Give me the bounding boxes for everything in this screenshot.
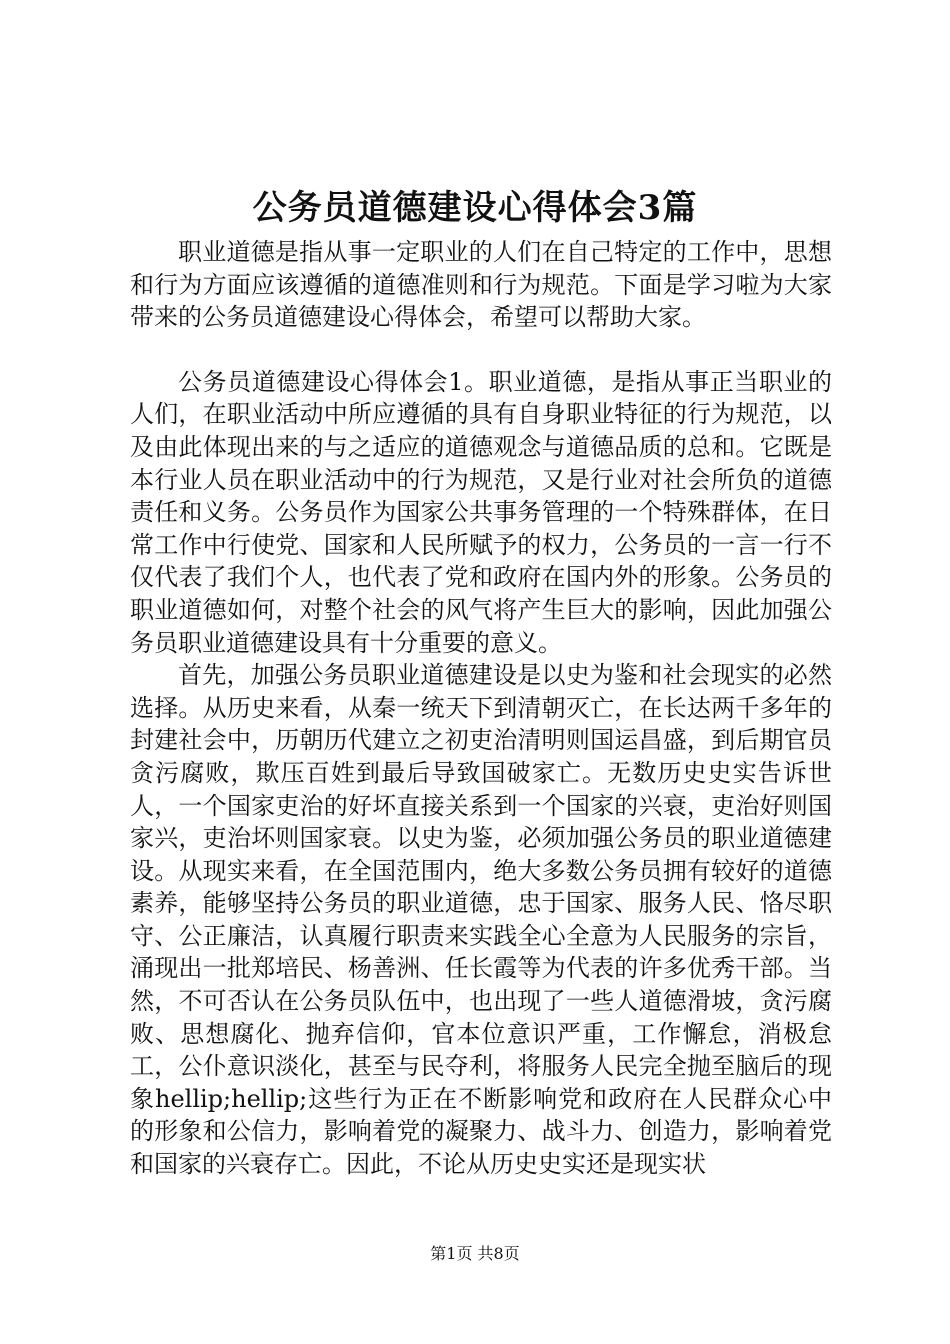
body-paragraph-2: 首先，加强公务员职业道德建设是以史为鉴和社会现实的必然选择。从历史来看，从秦一统天下到清朝灭亡，在长达两千多年的封建社会中，历朝历代建立之初吏治清明则国运昌盛，到后期官员贪污腐败，欺压百姓到最后导致国破家亡。无数历史史实告诉世人，一个国家吏治的好坏直接关系到一个国家的兴衰，吏治好则国家兴，吏治坏则国家衰。以史为鉴，必须加强公务员的职业道德建设。从现实来看，在全国范围内，绝大多数公务员拥有较好的道德素养，能够坚持公务员的职业道德，忠于国家、服务人民、恪尽职守、公正廉洁，认真履行职责来实践全心全意为人民服务的宗旨，涌现出一批郑培民、杨善洲、任长霞等为代表的许多优秀干部。当然，不可否认在公务员队伍中，也出现了一些人道德滑坡，贪污腐败、思想腐化、抛弃信仰，官本位意识严重，工作懈怠，消极怠工，公仆意识淡化，甚至与民夺利，将服务人民完全抛至脑后的现象hellip;hellip;这些行为正在不断影响党和政府在人民群众心中的形象和公信力，影响着党的凝聚力、战斗力、创造力，影响着党和国家的兴衰存亡。因此，不论从历史史实还是现实状 [130,661,832,1179]
intro-paragraph: 职业道德是指从事一定职业的人们在自己特定的工作中，思想和行为方面应该遵循的道德准则和行为规范。下面是学习啦为大家带来的公务员道德建设心得体会，希望可以帮助大家。 [130,238,832,332]
page-footer: 第1页 共8页 [430,1244,520,1263]
document-title: 公务员道德建设心得体会3篇 [252,188,698,228]
document-body [130,236,832,1181]
body-paragraph-1: 公务员道德建设心得体会1。职业道德，是指从事正当职业的人们，在职业活动中所应遵循的具有自身职业特征的行为规范，以及由此体现出来的与之适应的道德观念与道德品质的总和。它既是本行业人员在职业活动中的行为规范，又是行业对社会所负的道德责任和义务。公务员作为国家公共事务管理的一个特殊群体，在日常工作中行使党、国家和人民所赋予的权力，公务员的一言一行不仅代表了我们个人，也代表了党和政府在国内外的形象。公务员的职业道德如何，对整个社会的风气将产生巨大的影响，因此加强公务员职业道德建设具有十分重要的意义。 [130,367,832,657]
